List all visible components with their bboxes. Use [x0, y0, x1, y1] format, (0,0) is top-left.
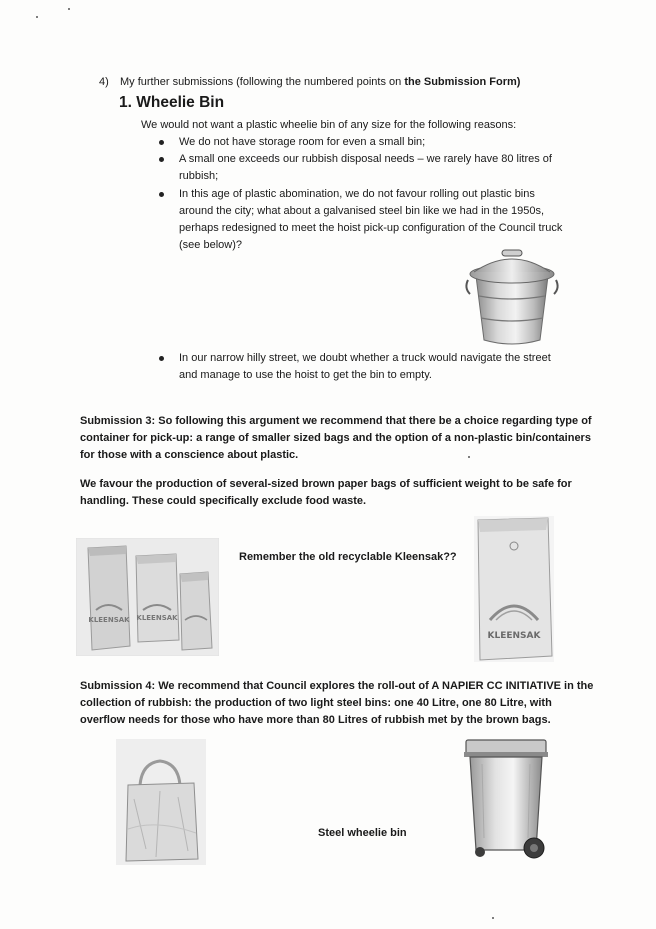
submission-4-line: Submission 4: We recommend that Council explores the roll-out of A NAPIER CC INITIATIVE in the [80, 680, 594, 692]
favour-line: We favour the production of several-sized brown paper bags of sufficient weight to be safe for [80, 478, 572, 490]
lead-paragraph: We would not want a plastic wheelie bin of any size for the following reasons: [141, 119, 517, 131]
bullet-dot [159, 192, 164, 197]
intro-text: My further submissions (following the numbered points on [120, 76, 405, 88]
intro-bold: the Submission Form) [404, 76, 521, 88]
submission-3-line: container for pick-up: a range of smaller sized bags and the option of a non-plastic bin/containers [80, 432, 591, 444]
galvanised-bin-photo [462, 240, 562, 348]
bag-brand-text: KLEENSAK [88, 616, 130, 624]
paper-bag-photo [116, 739, 206, 865]
bullet-line: In this age of plastic abomination, we do not favour rolling out plastic bins [179, 188, 535, 200]
scan-speck [492, 917, 494, 919]
kleensak-caption: Remember the old recyclable Kleensak?? [239, 551, 457, 563]
favour-line: handling. These could specifically exclude food waste. [80, 495, 367, 507]
steel-wheelie-bin-photo [460, 738, 552, 862]
bullet-line: (see below)? [179, 239, 242, 251]
submission-4-line: overflow needs for those who have more than 80 Litres of rubbish met by the brown bags. [80, 714, 551, 726]
submission-3-line: for those with a conscience about plastic. [80, 449, 299, 461]
bullet-line: In our narrow hilly street, we doubt whether a truck would navigate the street [179, 352, 551, 364]
wheelie-caption: Steel wheelie bin [318, 827, 407, 839]
scan-speck [36, 16, 38, 18]
bullet-line: A small one exceeds our rubbish disposal needs – we rarely have 80 litres of [179, 153, 552, 165]
bullet-dot [159, 356, 164, 361]
intro-line [120, 74, 520, 91]
submission-4-line: collection of rubbish: the production of two light steel bins: one 40 Litre, one 80 Litre, with [80, 697, 552, 709]
bullet-line: and manage to use the hoist to get the bin to empty. [179, 369, 432, 381]
kleensak-bag-photo [474, 516, 554, 662]
kleensak-bags-photo [76, 538, 219, 656]
bullet-line: We do not have storage room for even a small bin; [179, 136, 426, 148]
bullet-line: perhaps redesigned to meet the hoist pick-up configuration of the Council truck [179, 222, 563, 234]
scan-speck [468, 456, 470, 458]
bullet-line: around the city; what about a galvanised steel bin like we had in the 1950s, [179, 205, 545, 217]
intro-number: 4) [99, 76, 109, 88]
bag-brand-text: KLEENSAK [487, 631, 541, 641]
section-heading: 1. Wheelie Bin [119, 94, 225, 111]
bullet-dot [159, 157, 164, 162]
bullet-line: rubbish; [179, 170, 219, 182]
bag-brand-text: KLEENSAK [136, 614, 178, 622]
submission-3-line: Submission 3: So following this argument we recommend that there be a choice regarding type of [80, 415, 592, 427]
bullet-dot [159, 140, 164, 145]
scan-speck [68, 8, 70, 10]
